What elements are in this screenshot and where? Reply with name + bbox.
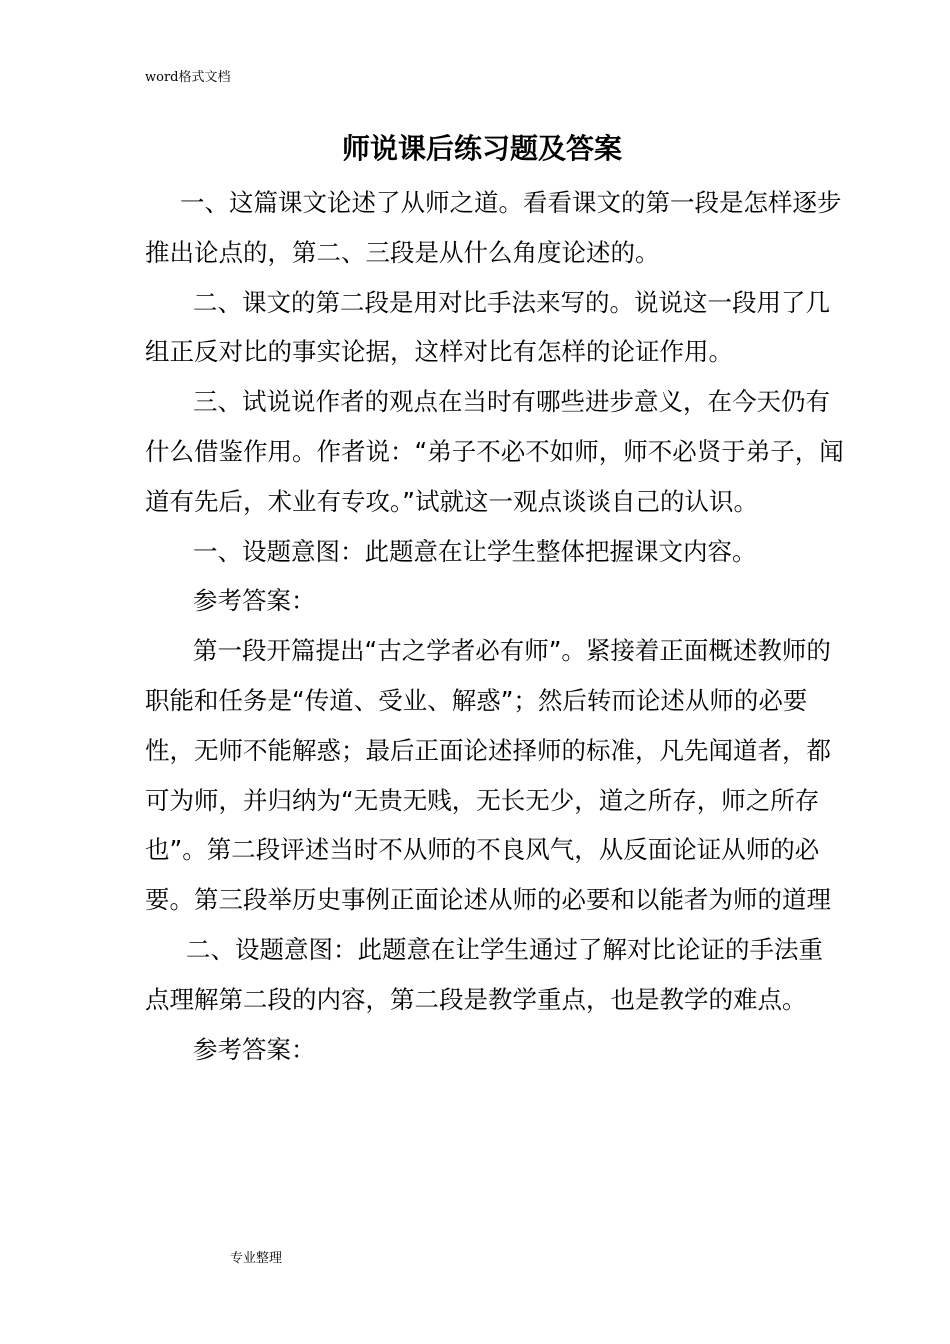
answer-1-intent: 一、设题意图：此题意在让学生整体把握课文内容。 [193, 536, 757, 566]
answer-2-label: 参考答案： [193, 1034, 316, 1064]
answer-1-label: 参考答案： [193, 586, 316, 616]
answer-2-intent: 二、设题意图：此题意在让学生通过了解对比论证的手法重点理解第二段的内容，第二段是教学重点，也是教学的难点。 [145, 934, 823, 1014]
document-title: 师说课后练习题及答案 [341, 132, 622, 165]
question-2: 二、课文的第二段是用对比手法来写的。说说这一段用了几组正反对比的事实论据，这样对比有怎样的论证作用。 [145, 287, 830, 367]
page-header: word格式文档 [145, 70, 231, 85]
page-footer: 专业整理 [230, 1251, 283, 1266]
answer-1-text: 第一段开篇提出“古之学者必有师”。紧接着正面概述教师的职能和任务是“传道、受业、解惑”；然后转而论述从师的必要性，无师不能解惑；最后正面论述择师的标准，凡先闻道者，都可为师，并归纳为“无贵无贱，无长无少，道之所存，师之所存也”。第二段评述当时不从师的不良风气，从反面论证从师的必要。第三段举历史事例正面论述从师的必要和以能者为师的道理 [145, 636, 831, 915]
question-1: 一、这篇课文论述了从师之道。看看课文的第一段是怎样逐步推出论点的，第二、三段是从什么角度论述的。 [145, 188, 842, 267]
question-3: 三、试说说作者的观点在当时有哪些进步意义，在今天仍有什么借鉴作用。作者说：“弟子不必不如师，师不必贤于弟子，闻道有先后，术业有专攻。”试就这一观点谈谈自己的认识。 [145, 387, 844, 516]
document-body [145, 178, 845, 1074]
